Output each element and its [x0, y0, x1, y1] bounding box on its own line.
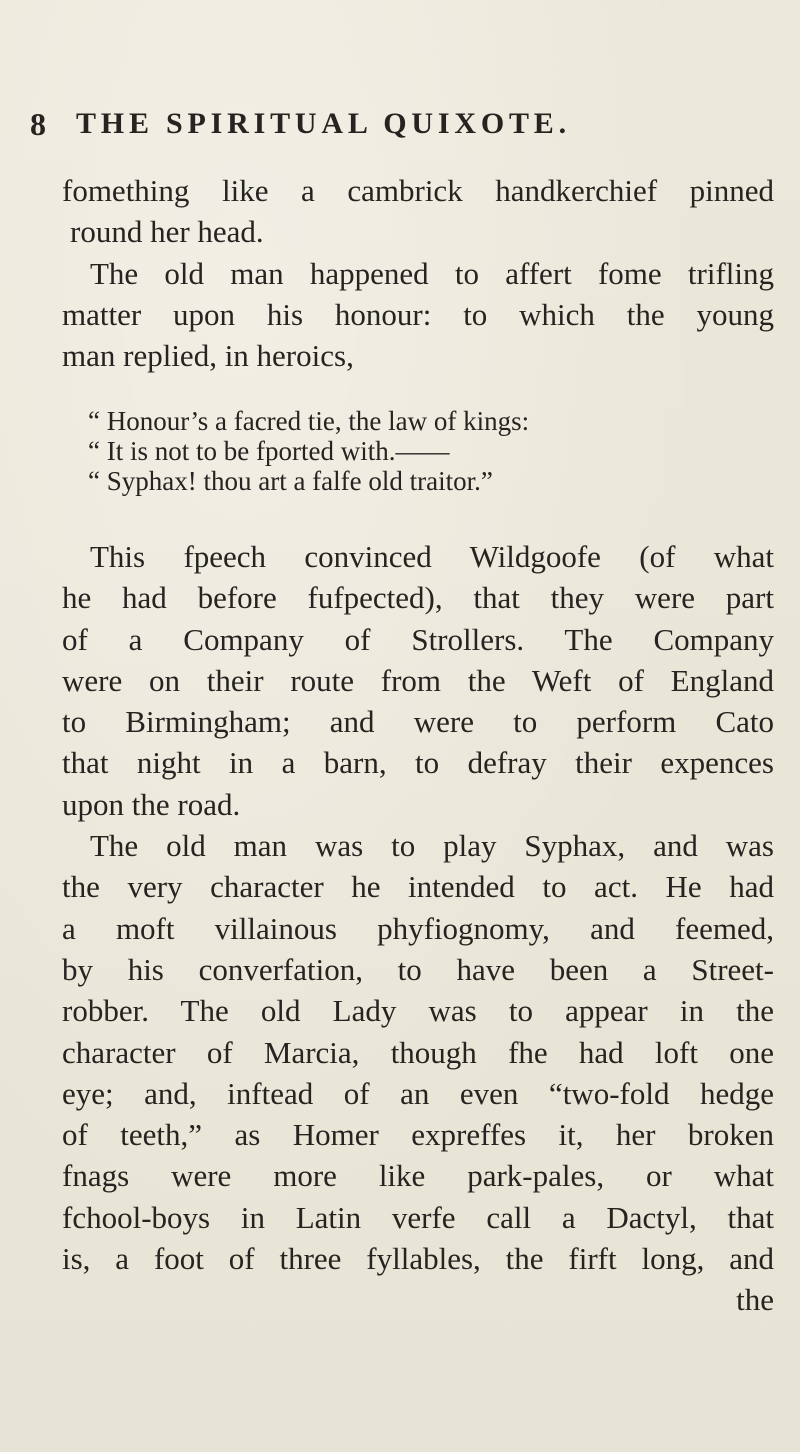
text-line: a moft villainous phyfiognomy, and feemed,: [62, 910, 774, 946]
running-title: THE SPIRITUAL QUIXOTE.: [76, 107, 571, 140]
text-line: that night in a barn, to defray their expences: [62, 745, 774, 781]
text-line: the very character he intended to act. He had: [62, 869, 774, 905]
catchword: the: [736, 1282, 774, 1318]
text-line: is, a foot of three fyllables, the firft long, and: [62, 1241, 774, 1277]
text-line: The old man happened to affert fome trifling: [90, 255, 774, 291]
verse-line: “ Syphax! thou art a falfe old traitor.”: [88, 466, 493, 496]
text-line: man replied, in heroics,: [62, 338, 354, 374]
paragraph-1: [62, 170, 774, 376]
text-line: of a Company of Strollers. The Company: [62, 621, 774, 657]
verse-line: “ Honour’s a facred tie, the law of kings:: [88, 406, 530, 436]
text-line: by his converfation, to have been a Street-: [62, 951, 774, 987]
paragraph-2: [62, 536, 774, 1321]
text-line: to Birmingham; and were to perform Cato: [62, 704, 774, 740]
page-number: 8: [30, 105, 50, 142]
verse-line: “ It is not to be fported with.——: [88, 436, 450, 466]
text-line: character of Marcia, though fhe had loft one: [62, 1034, 774, 1070]
text-line: were on their route from the Weft of England: [62, 662, 774, 698]
text-line: of teeth,” as Homer expreffes it, her broken: [62, 1117, 774, 1153]
text-line: fomething like a cambrick handkerchief pinned: [62, 173, 774, 208]
text-line: robber. The old Lady was to appear in the: [62, 993, 774, 1029]
text-line: fnags were more like park-pales, or what: [62, 1158, 774, 1194]
text-line: round her head.: [70, 214, 264, 250]
text-line: The old man was to play Syphax, and was: [90, 828, 774, 864]
text-line: matter upon his honour: to which the young: [62, 296, 774, 332]
text-line: fchool-boys in Latin verfe call a Dactyl, that: [62, 1199, 774, 1235]
text-line: he had before fufpected), that they were part: [62, 580, 774, 616]
text-line: This fpeech convinced Wildgoofe (of what: [90, 539, 774, 574]
verse-quotation: [88, 406, 728, 496]
page-header: [30, 104, 571, 144]
text-line: upon the road.: [62, 786, 241, 822]
text-line: eye; and, inftead of an even “two-fold hedge: [62, 1075, 774, 1111]
